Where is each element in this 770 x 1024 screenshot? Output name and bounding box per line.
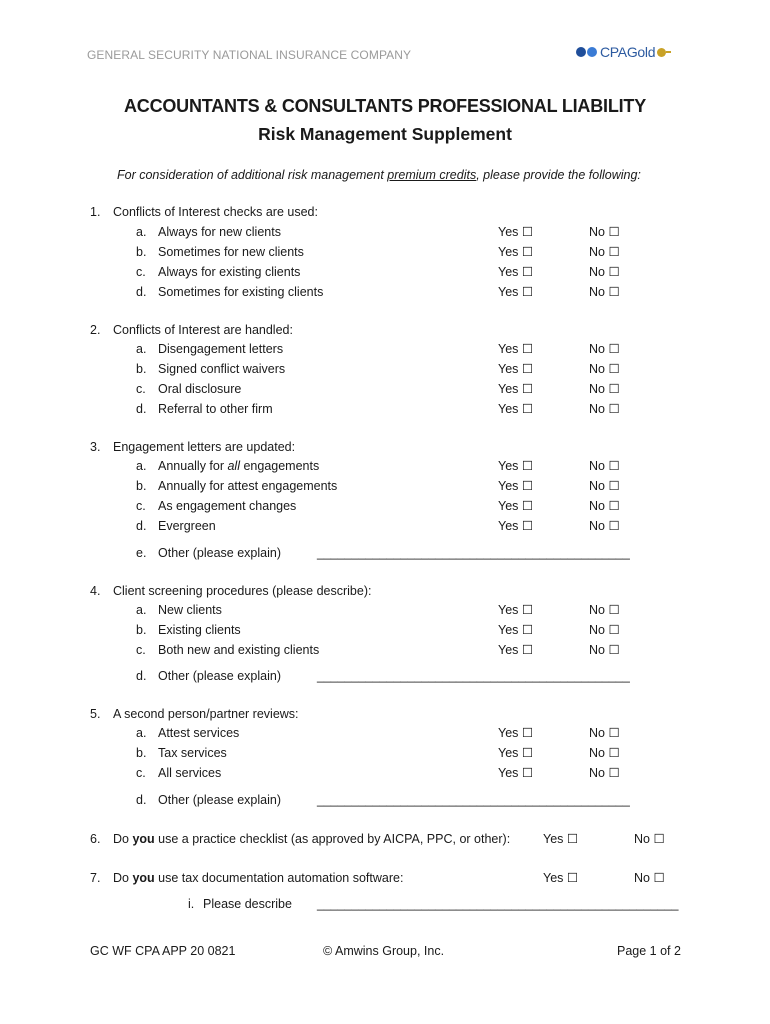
form-code: GC WF CPA APP 20 0821: [90, 944, 236, 958]
item-text: Always for new clients: [158, 225, 281, 239]
no-checkbox[interactable]: No ☐: [589, 342, 620, 356]
yes-checkbox[interactable]: Yes ☐: [498, 766, 534, 780]
yes-checkbox[interactable]: Yes ☐: [498, 285, 534, 299]
yes-checkbox[interactable]: Yes ☐: [498, 746, 534, 760]
logo-gold-dot-icon: [657, 48, 666, 57]
yes-checkbox[interactable]: Yes ☐: [498, 459, 534, 473]
no-checkbox[interactable]: No ☐: [634, 871, 665, 885]
question-number: 6.: [90, 832, 101, 846]
item-text: Tax services: [158, 746, 227, 760]
no-checkbox[interactable]: No ☐: [589, 603, 620, 617]
yes-checkbox[interactable]: Yes ☐: [498, 382, 534, 396]
no-checkbox[interactable]: No ☐: [589, 265, 620, 279]
no-checkbox[interactable]: No ☐: [589, 726, 620, 740]
item-text: Always for existing clients: [158, 265, 301, 279]
no-checkbox[interactable]: No ☐: [589, 225, 620, 239]
explain-input-line[interactable]: _____________________________________________: [317, 546, 630, 560]
item-letter: c.: [136, 499, 146, 513]
cpagold-logo: [576, 41, 671, 63]
question-number: 4.: [90, 584, 101, 598]
no-checkbox[interactable]: No ☐: [589, 746, 620, 760]
item-letter: b.: [136, 245, 147, 259]
item-text: Please describe: [203, 897, 292, 911]
question-text: Engagement letters are updated:: [113, 440, 296, 454]
yes-checkbox[interactable]: Yes ☐: [498, 519, 534, 533]
no-checkbox[interactable]: No ☐: [589, 499, 620, 513]
page-subtitle: Risk Management Supplement: [258, 124, 512, 144]
item-letter: b.: [136, 746, 147, 760]
item-letter: d.: [136, 669, 147, 683]
question-number: 1.: [90, 205, 101, 219]
question-text: Do you use tax documentation automation software:: [113, 871, 404, 885]
explain-input-line[interactable]: _____________________________________________: [317, 669, 630, 683]
yes-checkbox[interactable]: Yes ☐: [498, 245, 534, 259]
logo-text: CPAGold: [600, 44, 656, 60]
copyright: © Amwins Group, Inc.: [323, 944, 445, 958]
item-text: Oral disclosure: [158, 382, 242, 396]
question-text: Conflicts of Interest are handled:: [113, 323, 293, 337]
question-text: Conflicts of Interest checks are used:: [113, 205, 318, 219]
question-text: Do you use a practice checklist (as approved by AICPA, PPC, or other):: [113, 832, 511, 846]
item-letter: c.: [136, 382, 146, 396]
item-letter: c.: [136, 643, 146, 657]
yes-checkbox[interactable]: Yes ☐: [498, 603, 534, 617]
no-checkbox[interactable]: No ☐: [589, 245, 620, 259]
yes-checkbox[interactable]: Yes ☐: [498, 726, 534, 740]
item-letter: b.: [136, 362, 147, 376]
item-text: Other (please explain): [158, 669, 281, 683]
item-text: Signed conflict waivers: [158, 362, 286, 376]
page-title: ACCOUNTANTS & CONSULTANTS PROFESSIONAL LIABILITY: [123, 96, 647, 116]
item-letter: i.: [188, 897, 195, 911]
item-text: Both new and existing clients: [158, 643, 320, 657]
no-checkbox[interactable]: No ☐: [634, 832, 665, 846]
item-letter: a.: [136, 726, 147, 740]
no-checkbox[interactable]: No ☐: [589, 643, 620, 657]
item-letter: c.: [136, 766, 146, 780]
yes-checkbox[interactable]: Yes ☐: [498, 402, 534, 416]
item-text: New clients: [158, 603, 222, 617]
item-text: Annually for attest engagements: [158, 479, 338, 493]
item-text: Other (please explain): [158, 546, 281, 560]
item-letter: c.: [136, 265, 146, 279]
item-text: Referral to other firm: [158, 402, 273, 416]
item-text: Other (please explain): [158, 793, 281, 807]
yes-checkbox[interactable]: Yes ☐: [498, 499, 534, 513]
yes-checkbox[interactable]: Yes ☐: [498, 362, 534, 376]
yes-checkbox[interactable]: Yes ☐: [543, 832, 579, 846]
premium-credits-text: premium credits: [387, 168, 477, 182]
logo-dot-icon: [587, 47, 597, 57]
item-letter: a.: [136, 225, 147, 239]
no-checkbox[interactable]: No ☐: [589, 459, 620, 473]
logo-dot-icon: [576, 47, 586, 57]
no-checkbox[interactable]: No ☐: [589, 519, 620, 533]
item-letter: b.: [136, 479, 147, 493]
describe-input-line[interactable]: ____________________________________________________: [317, 897, 679, 911]
yes-checkbox[interactable]: Yes ☐: [498, 225, 534, 239]
item-text: Existing clients: [158, 623, 241, 637]
page-number: Page 1 of 2: [617, 944, 681, 958]
item-letter: e.: [136, 546, 147, 560]
yes-checkbox[interactable]: Yes ☐: [498, 479, 534, 493]
item-text: Sometimes for existing clients: [158, 285, 324, 299]
item-letter: a.: [136, 459, 147, 473]
question-text: Client screening procedures (please describe):: [113, 584, 372, 598]
yes-checkbox[interactable]: Yes ☐: [498, 265, 534, 279]
question-number: 5.: [90, 707, 101, 721]
yes-checkbox[interactable]: Yes ☐: [498, 643, 534, 657]
item-letter: d.: [136, 793, 147, 807]
item-letter: d.: [136, 519, 147, 533]
question-text: A second person/partner reviews:: [113, 707, 299, 721]
item-text: Disengagement letters: [158, 342, 284, 356]
item-text: All services: [158, 766, 222, 780]
item-letter: a.: [136, 342, 147, 356]
no-checkbox[interactable]: No ☐: [589, 479, 620, 493]
logo-dash-icon: [666, 51, 671, 53]
item-text: Evergreen: [158, 519, 216, 533]
question-number: 7.: [90, 871, 101, 885]
yes-checkbox[interactable]: Yes ☐: [498, 342, 534, 356]
item-text: Attest services: [158, 726, 240, 740]
company-name: GENERAL SECURITY NATIONAL INSURANCE COMPANY: [87, 48, 412, 62]
item-letter: d.: [136, 402, 147, 416]
no-checkbox[interactable]: No ☐: [589, 285, 620, 299]
item-text: Annually for all engagements: [158, 459, 320, 473]
yes-checkbox[interactable]: Yes ☐: [543, 871, 579, 885]
explain-input-line[interactable]: _____________________________________________: [317, 793, 630, 807]
no-checkbox[interactable]: No ☐: [589, 362, 620, 376]
item-text: Sometimes for new clients: [158, 245, 304, 259]
question-number: 3.: [90, 440, 101, 454]
no-checkbox[interactable]: No ☐: [589, 623, 620, 637]
no-checkbox[interactable]: No ☐: [589, 402, 620, 416]
item-letter: b.: [136, 623, 147, 637]
question-number: 2.: [90, 323, 101, 337]
no-checkbox[interactable]: No ☐: [589, 382, 620, 396]
no-checkbox[interactable]: No ☐: [589, 766, 620, 780]
item-letter: d.: [136, 285, 147, 299]
item-text: As engagement changes: [158, 499, 297, 513]
item-letter: a.: [136, 603, 147, 617]
yes-checkbox[interactable]: Yes ☐: [498, 623, 534, 637]
intro-text: For consideration of additional risk management premium credits, please provide the following:: [117, 168, 641, 182]
